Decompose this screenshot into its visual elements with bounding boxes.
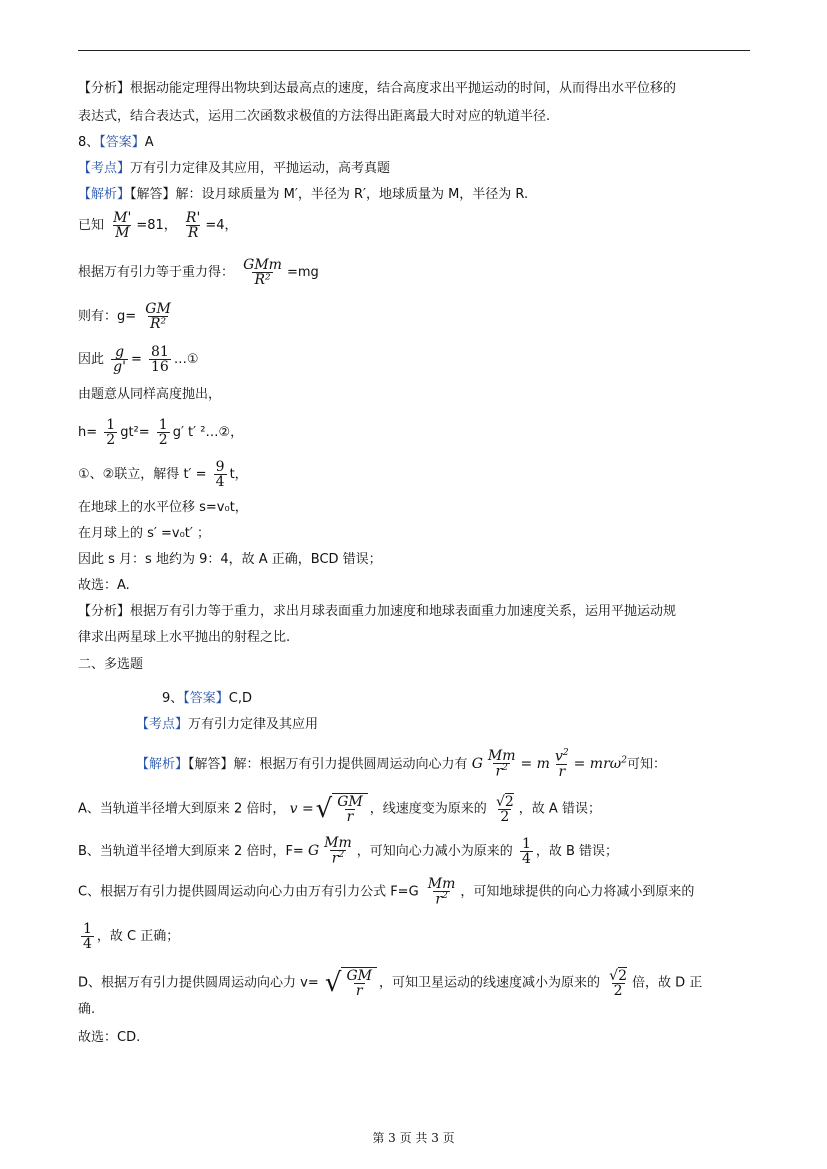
q8-answer (78, 134, 154, 152)
page-footer: 第 3 页 共 3 页 (372, 1131, 455, 1145)
topic-tag: 【考点】 (136, 717, 189, 732)
solve-line (78, 460, 248, 489)
solution-tag: 【解析】 (136, 756, 189, 772)
q8-topic (78, 160, 390, 178)
given-line (78, 211, 237, 240)
denominator: R² (254, 272, 271, 288)
h-equation (78, 418, 243, 447)
option-d-text: D、根据万有引力提供圆周运动向心力 v= (78, 975, 319, 991)
option-c-text: C、根据万有引力提供圆周运动向心力由万有引力公式 F=G (78, 884, 419, 900)
numerator: GMm (243, 257, 282, 273)
denominator: R² (149, 316, 167, 332)
numerator: 81 (151, 344, 169, 360)
header-rule (78, 50, 750, 51)
fraction-1-4: $\frac{1}{4}$ (521, 835, 531, 867)
option-c-correct: ，故 C 正确； (96, 929, 180, 944)
option-d-mid: ，可知卫星运动的线速度减小为原来的 (378, 975, 600, 991)
option-b-end: ，故 B 错误； (535, 843, 619, 859)
fraction-gmm-r2 (241, 258, 284, 287)
solution-tag: 【解析】 (78, 187, 131, 202)
solution-text: 解：设月球质量为 M′，半径为 R′，地球质量为 M，半径为 R. (175, 187, 529, 202)
denominator: 16 (151, 359, 169, 375)
analysis-text: 根据动能定理得出物块到达最高点的速度，结合高度求出平抛运动的时间，从而得出水平位移的 (130, 81, 677, 96)
equals: = (130, 352, 142, 367)
fraction-sqrt2-over-2: $\frac{√2}{2}$ (609, 967, 627, 999)
solve-label: ①、②联立，解得 t′ = (78, 467, 207, 482)
numerator: R' (185, 210, 201, 226)
denominator: 2 (106, 432, 116, 448)
numerator: GM (145, 301, 171, 317)
q9-number: 9、 (162, 691, 184, 706)
h-label: h= (78, 425, 98, 440)
denominator: 2 (158, 432, 168, 448)
equals-mg: =mg (286, 265, 319, 280)
eq-marker-1: …① (173, 352, 199, 367)
topic-text: 万有引力定律及其应用 (188, 717, 319, 732)
given-label: 已知 (78, 218, 105, 233)
fraction-sqrt2-over-2: $\frac{√2}{2}$ (495, 793, 514, 825)
option-b (78, 836, 618, 866)
option-a-mid: ，线速度变为原来的 (369, 801, 487, 817)
velocity-sqrt-formula: √ $\frac{GM}{r}$ (323, 975, 379, 991)
analysis-line-2: 表达式，结合表达式，运用二次函数求极值的方法得出距离最大时对应的轨道半径. (78, 109, 551, 124)
section-heading: 二、多选题 (78, 657, 144, 672)
fraction-gm-r2 (143, 302, 173, 331)
q9-topic (136, 716, 318, 734)
gravity-line (78, 258, 319, 287)
numerator: 1 (158, 417, 168, 433)
fraction-81-16 (149, 345, 171, 374)
option-b-mid: ，可知向心力减小为原来的 (356, 843, 513, 859)
conclusion-line: 因此 s 月：s 地约为 9：4，故 A 正确，BCD 错误； (78, 552, 382, 567)
t-term: t， (229, 467, 248, 482)
fraction-9-4 (214, 460, 227, 489)
fraction-1-4: $\frac{1}{4}$ (83, 921, 92, 952)
moon-line: 在月球上的 s′ =v₀t′ ； (78, 526, 210, 541)
answer-value: C,D (228, 691, 253, 706)
q8-analysis-2: 律求出两星球上水平抛出的射程之比. (78, 630, 291, 645)
option-d-end: 倍，故 D 正 (631, 975, 703, 991)
analysis-tag: 【分析】 (78, 604, 131, 619)
numerator: g (115, 344, 125, 360)
g-line (78, 302, 176, 331)
option-c-2 (78, 922, 179, 951)
analysis-text: 根据万有引力等于重力，求出月球表面重力加速度和地球表面重力加速度关系，运用平抛运动规 (130, 604, 677, 619)
option-a-text: A、当轨道半径增大到原来 2 倍时， (78, 801, 286, 817)
answer-tag: 【答案】 (99, 135, 145, 150)
fraction-radius-ratio (184, 211, 202, 240)
option-d (78, 967, 702, 998)
numerator: 1 (106, 417, 116, 433)
denominator: 4 (215, 474, 225, 490)
topic-tag: 【考点】 (78, 161, 131, 176)
choose-line-8: 故选：A. (78, 578, 130, 593)
ratio-line (78, 345, 199, 374)
solve-tag: 【解答】 (188, 756, 234, 772)
gt2-prime-term: g′ t′ ²…②， (172, 425, 244, 440)
option-c (78, 877, 694, 907)
solve-tag: 【解答】 (130, 187, 176, 202)
answer-tag: 【答案】 (183, 691, 229, 706)
fraction-g-ratio (111, 345, 128, 374)
numerator: 9 (215, 459, 225, 475)
solution-suffix: 可知： (626, 756, 666, 772)
denominator: M (115, 225, 130, 241)
value-4: =4， (205, 218, 238, 233)
fraction-mm-r2: $\frac{Mm}{r^2}$ (427, 876, 456, 908)
choose-line-9: 故选：CD. (78, 1030, 141, 1045)
ratio-label: 因此 (78, 352, 105, 367)
option-d-2: 确. (78, 1002, 96, 1017)
analysis-tag: 【分析】 (78, 81, 131, 96)
analysis-line-1 (78, 80, 676, 98)
topic-text: 万有引力定律及其应用，平抛运动，高考真题 (130, 161, 391, 176)
q8-analysis (78, 603, 676, 621)
gravity-label: 根据万有引力等于重力得： (78, 265, 235, 280)
gt2-term: gt²= (120, 425, 150, 440)
option-c-end: ，可知地球提供的向心力将减小到原来的 (460, 884, 695, 900)
q8-number: 8、 (78, 135, 100, 150)
q8-solution (78, 186, 528, 204)
centripetal-formula: G $\frac{Mm}{r^2}$ = m $\frac{v^2}{r}$ = mrω$^2$ (471, 748, 627, 780)
option-a (78, 793, 601, 824)
solution-text: 解：根据万有引力提供圆周运动向心力有 (233, 756, 468, 772)
fraction-half (157, 418, 170, 447)
denominator: R (187, 225, 199, 241)
q9-solution (136, 749, 666, 779)
velocity-formula: v = √ $\frac{GM}{r}$ (290, 801, 370, 817)
answer-value: A (144, 135, 154, 150)
option-b-text: B、当轨道半径增大到原来 2 倍时，F= (78, 843, 304, 859)
g-label: 则有：g= (78, 309, 137, 324)
value-81: =81， (136, 218, 177, 233)
fraction-mass-ratio (111, 211, 133, 240)
earth-line: 在地球上的水平位移 s=v₀t， (78, 500, 248, 515)
force-formula: G $\frac{Mm}{r^2}$ (307, 835, 352, 867)
denominator: g' (113, 359, 126, 375)
numerator: M' (113, 210, 132, 226)
fraction-half (104, 418, 117, 447)
q9-answer (162, 690, 252, 708)
same-height-line: 由题意从同样高度抛出， (78, 387, 222, 402)
option-a-end: ，故 A 错误； (518, 801, 601, 817)
